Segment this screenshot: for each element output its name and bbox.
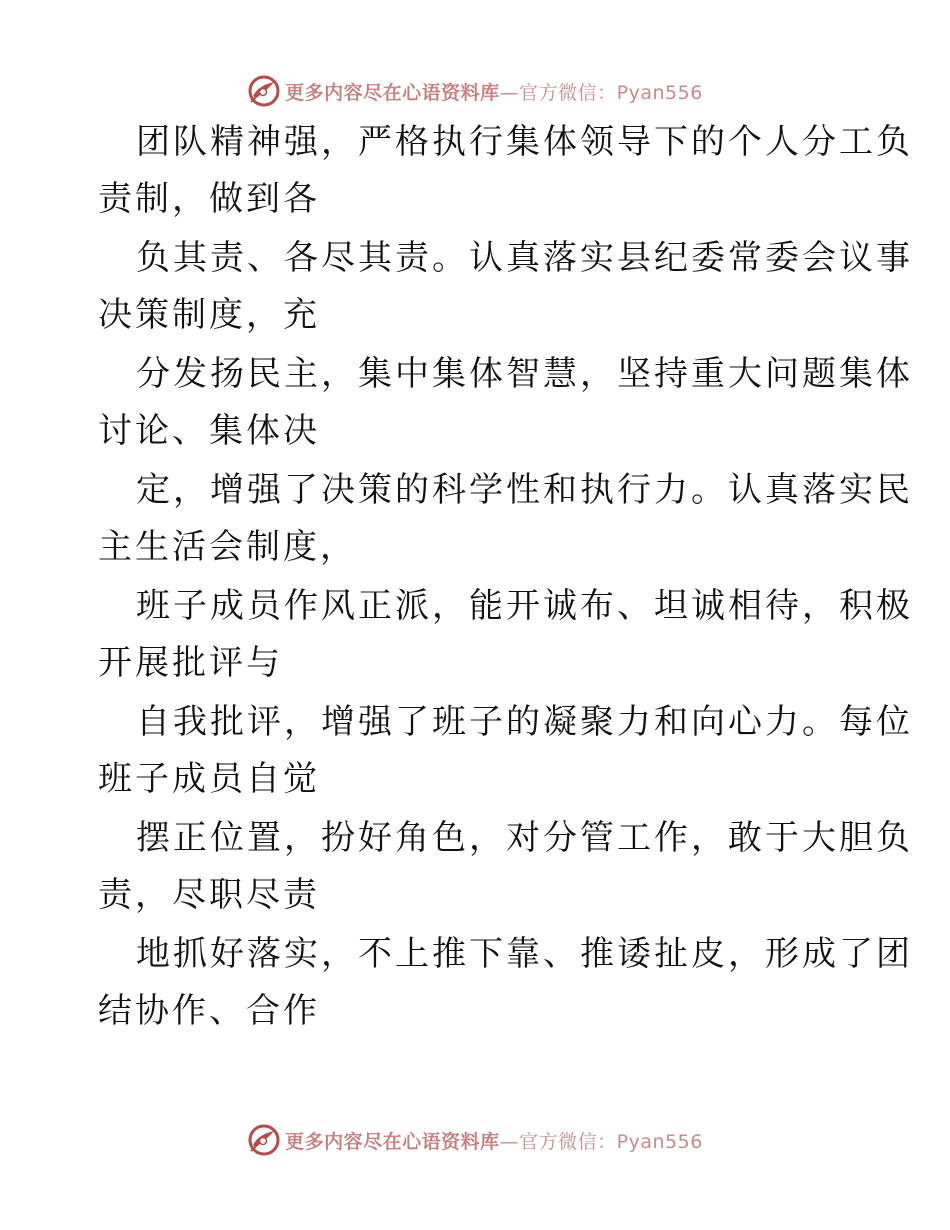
text-line: 分发扬民主，集中集体智慧，坚持重大问题集体: [136, 354, 913, 394]
text-line: 摆正位置，扮好角色，对分管工作，敢于大胆负: [136, 818, 913, 858]
text-line: 责制，做到各: [98, 179, 320, 219]
pen-logo-icon: [247, 74, 281, 108]
header-wechat-text: —官方微信：Pyan556: [499, 81, 703, 104]
text-line: 班子成员作风正派，能开诚布、坦诚相待，积极: [136, 586, 913, 626]
text-line: 主生活会制度，: [98, 527, 357, 567]
header-banner-text: 更多内容尽在心语资料库—官方微信：Pyan556: [285, 81, 703, 104]
text-line: 决策制度，充: [98, 295, 320, 335]
text-line: 负其责、各尽其责。认真落实县纪委常委会议事: [136, 238, 913, 278]
text-line: 结协作、合作: [98, 991, 320, 1031]
footer-wechat-text: —官方微信：Pyan556: [499, 1130, 703, 1153]
text-line: 地抓好落实，不上推下靠、推诿扯皮，形成了团: [136, 934, 913, 974]
pen-logo-icon: [247, 1123, 281, 1157]
text-line: 讨论、集体决: [98, 411, 320, 451]
footer-banner: [0, 1118, 950, 1162]
text-line: 团队精神强，严格执行集体领导下的个人分工负: [136, 122, 913, 162]
text-line: 自我批评，增强了班子的凝聚力和向心力。每位: [136, 702, 913, 742]
footer-banner-text: 更多内容尽在心语资料库—官方微信：Pyan556: [285, 1130, 703, 1153]
header-banner: [0, 69, 950, 113]
text-line: 班子成员自觉: [98, 759, 320, 799]
text-line: 责，尽职尽责: [98, 875, 320, 915]
text-line: 定，增强了决策的科学性和执行力。认真落实民: [136, 470, 913, 510]
text-line: 开展批评与: [98, 643, 283, 683]
